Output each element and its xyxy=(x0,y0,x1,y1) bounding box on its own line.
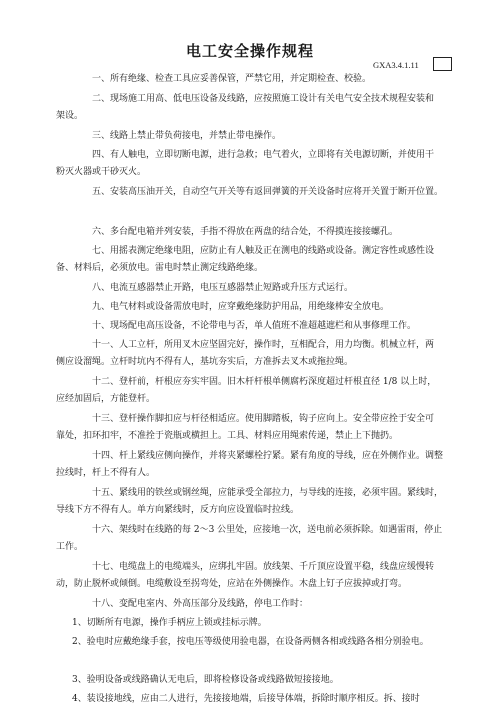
document-line: 十、现场配电高压设备，不论带电与否，单人值班不准超越遮栏和从事修理工作。 xyxy=(92,321,417,331)
document-line: 十二、登杆前，杆根应夯实牢固。旧木杆杆根单侧腐朽深度超过杆根直径 1/8 以上时， xyxy=(92,377,437,387)
document-line: 拉线时，杆上不得有人。 xyxy=(56,468,156,478)
document-line: 六、多台配电箱并列安装，手指不得放在两盘的结合处，不得摸连接接螺孔。 xyxy=(92,227,399,237)
document-line: 导线下方不得有人。单方向紧线时，反方向应设置临时拉线。 xyxy=(56,505,300,515)
document-code: GXA3.4.1.11 xyxy=(373,60,419,70)
document-line: 动，防止脱杯或倾倒。电缆敷设至拐弯处，应站在外侧操作。木盘上钉子应拔掉或打弯。 xyxy=(56,579,408,589)
document-line: 备、材料后，必须放电。雷电时禁止测定线路绝缘。 xyxy=(56,263,264,273)
document-line: 应经加固后，方能登杆。 xyxy=(56,394,156,404)
document-line: 十四、杆上紧线应侧向操作，并将夹紧螺栓拧紧。紧有角度的导线，应在外侧作业。调整 xyxy=(92,451,444,461)
document-line: 靠处，扣环扣牢，不准拴于瓷瓶或横担上。工具、材料应用绳索传递，禁止上下抛扔。 xyxy=(56,431,399,441)
document-line: 十八、变配电室内、外高压部分及线路，停电工作时： xyxy=(92,599,309,609)
document-line: 二、现场施工用高、低电压设备及线路，应按照施工设计有关电气安全技术规程安装和 xyxy=(92,94,435,104)
document-line: 2、验电时应戴绝缘手套，按电压等级使用验电器，在设备两侧各相或线路各相分别验电。 xyxy=(72,637,429,647)
document-line: 九、电气材料或设备需放电时，应穿戴绝缘防护用品，用绝缘棒安全放电。 xyxy=(92,302,390,312)
document-line: 五、安装高压油开关，自动空气开关等有返回弹簧的开关设备时应将开关置于断开位置。 xyxy=(92,187,444,197)
document-line: 八、电流互感器禁止开路，电压互感器禁止短路或升压方式运行。 xyxy=(92,283,354,293)
document-line: 架设。 xyxy=(56,111,84,121)
document-line: 3、验明设备或线路确认无电后，即将检修设备或线路做短接接地。 xyxy=(72,675,339,685)
document-line: 十三、登杆操作脚扣应与杆径相适应。使用脚踏板，钩子应向上。安全带应拴于安全可 xyxy=(92,414,435,424)
document-line: 十五、紧线用的铁丝或钢丝绳，应能承受全部拉力，与导线的连接，必须牢固。紧线时， xyxy=(92,488,444,498)
document-line: 三、线路上禁止带负荷接电，并禁止带电操作。 xyxy=(92,131,282,141)
document-line: 十一、人工立杆，所用叉木应坚固完好，操作时，互相配合，用力均衡。机械立杆，两 xyxy=(92,340,435,350)
document-title: 电工安全操作规程 xyxy=(185,42,314,60)
document-line: 十六、架线时在线路的每 2～3 公里处，应接地一次，送电前必须拆除。如遇雷雨，停止 xyxy=(92,525,443,535)
document-line: 侧应设溜绳。立杆时坑内不得有人，基坑夯实后，方准拆去叉木或拖拉绳。 xyxy=(56,357,354,367)
document-line: 1、切断所有电源，操作手柄应上锁或挂标示牌。 xyxy=(72,618,267,628)
document-line: 四、有人触电，立即切断电源，进行急救；电气着火，立即将有关电源切断，并使用干 xyxy=(92,150,435,160)
document-line: 工作。 xyxy=(56,542,84,552)
document-line: 七、用摇表测定绝缘电阻，应防止有人触及正在测电的线路或设备。测定容性或感性设 xyxy=(92,246,435,256)
document-line: 十七、电缆盘上的电缆端头，应绑扎牢固。放线架、千斤顶应设置平稳，线盘应缓慢转 xyxy=(92,562,435,572)
document-line: 一、所有绝缘、检查工具应妥善保管，严禁它用，并定期检查、校验。 xyxy=(92,74,372,84)
document-line: 4、装设接地线，应由二人进行，先接接地端，后接导体端，拆除时顺序相反。拆、接时 xyxy=(72,694,420,704)
document-line: 粉灭火器或干砂灭火。 xyxy=(56,167,147,177)
document-code-box xyxy=(433,57,452,71)
